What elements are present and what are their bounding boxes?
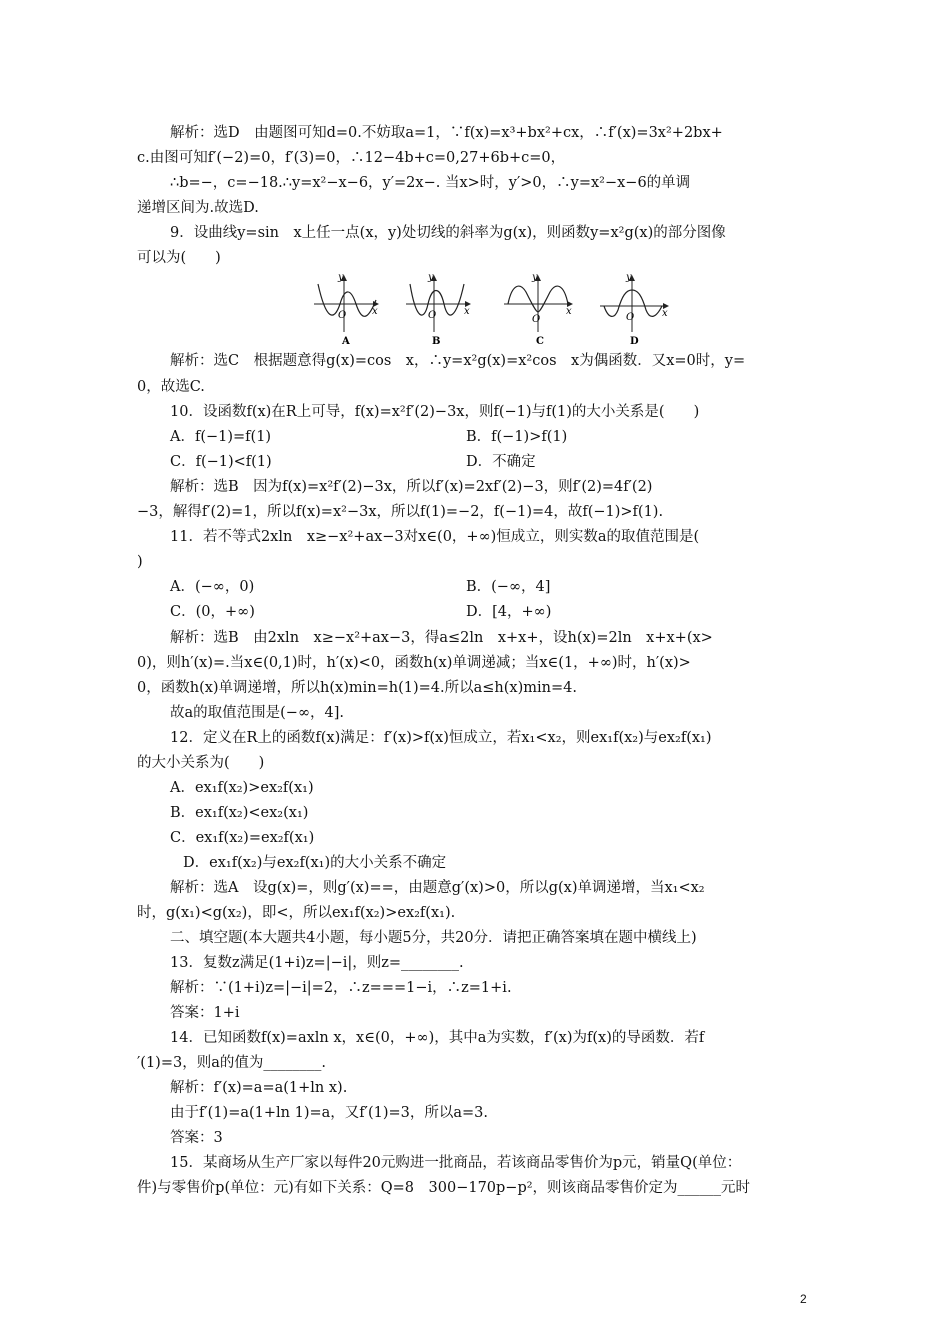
axis-x-label: x: [464, 306, 470, 317]
text-line: 解析：选B 由2xln x≥−x²+ax−3，得a≤2ln x+x+，设h(x)=2ln x+x+(x>: [170, 630, 713, 646]
answer-line: 答案：3: [170, 1130, 223, 1146]
text-line: 解析：选D 由题图可知d=0.不妨取a=1，∵f(x)=x³+bx²+cx，∴f′(x)=3x²+2bx+: [170, 125, 723, 141]
option-d: D．[4，+∞): [466, 604, 552, 620]
option-d: D．不确定: [466, 454, 536, 470]
option-c: C．(0，+∞): [170, 604, 255, 620]
answer-line: 答案：1+i: [170, 1005, 240, 1021]
text-line: 0，函数h(x)单调递增，所以h(x)min=h(1)=4.所以a≤h(x)min=4.: [137, 680, 577, 696]
axis-y-label: y: [626, 272, 632, 283]
axis-x-label: x: [566, 306, 572, 317]
graph-b: [406, 272, 470, 347]
graph-label: B: [432, 336, 441, 347]
axis-x-label: x: [372, 306, 378, 317]
text-line: 解析：选B 因为f(x)=x²f′(2)−3x，所以f′(x)=2xf′(2)−3，则f′(2)=4f′(2): [170, 479, 653, 495]
option-c: C．f(−1)<f(1): [170, 454, 272, 470]
page-number: 2: [800, 1292, 807, 1306]
graph-label: D: [630, 336, 639, 347]
question-9: 9．设曲线y=sin x上任一点(x，y)处切线的斜率为g(x)，则函数y=x²g(x)的部分图像: [170, 225, 726, 241]
option-a: A．(−∞，0): [170, 579, 255, 595]
option-b: B．f(−1)>f(1): [466, 429, 568, 445]
origin-label: O: [626, 312, 635, 323]
option-b: B．ex₁f(x₂)<ex₂(x₁): [170, 805, 309, 821]
text-line: 时，g(x₁)<g(x₂)，即<，所以ex₁f(x₂)>ex₂f(x₁).: [137, 905, 456, 921]
text-line: 件)与零售价p(单位：元)有如下关系：Q=8 300−170p−p²，则该商品零售价定为______元时: [137, 1180, 751, 1196]
text-line: 解析：∵(1+i)z=|−i|=2，∴z===1−i，∴z=1+i.: [170, 980, 512, 996]
text-line: ′(1)=3，则a的值为________.: [137, 1055, 326, 1071]
question-11: 11．若不等式2xln x≥−x²+ax−3对x∈(0，+∞)恒成立，则实数a的取值范围是(: [170, 529, 700, 545]
option-d: D．ex₁f(x₂)与ex₂f(x₁)的大小关系不确定: [183, 855, 447, 871]
graph-label: C: [536, 336, 544, 347]
graph-label: A: [342, 336, 350, 347]
text-line: 递增区间为.故选D.: [137, 200, 259, 216]
text-line: 可以为( ): [137, 250, 221, 266]
option-b: B．(−∞，4]: [466, 579, 551, 595]
text-line: c.由图可知f′(−2)=0，f′(3)=0，∴12−4b+c=0,27+6b+c=0，: [137, 150, 566, 166]
axis-y-label: y: [532, 272, 538, 283]
graph-c: [504, 272, 572, 347]
text-line: ∴b=−，c=−18.∴y=x²−x−6，y′=2x−. 当x>时，y′>0，∴y=x²−x−6的单调: [170, 175, 691, 191]
question-15: 15．某商场从生产厂家以每件20元购进一批商品，若该商品零售价为p元，销量Q(单位：: [170, 1155, 742, 1171]
question-10: 10．设函数f(x)在R上可导，f(x)=x²f′(2)−3x，则f(−1)与f(1)的大小关系是( ): [170, 404, 700, 420]
text-line: 解析：选A 设g(x)=，则g′(x)==，由题意g′(x)>0，所以g(x)单调递增，当x₁<x₂: [170, 880, 705, 896]
text-line: −3，解得f′(2)=1，所以f(x)=x²−3x，所以f(1)=−2，f(−1)=4，故f(−1)>f(1).: [137, 504, 664, 520]
graph-d: [600, 272, 668, 347]
option-c: C．ex₁f(x₂)=ex₂f(x₁): [170, 830, 315, 846]
section-heading: 二、填空题(本大题共4小题，每小题5分，共20分．请把正确答案填在题中横线上): [170, 930, 697, 946]
text-line: 故a的取值范围是(−∞，4].: [170, 705, 345, 721]
text-line: ): [137, 554, 143, 570]
q9-graph-figure: [310, 270, 680, 346]
origin-label: O: [338, 310, 347, 321]
text-line: 由于f′(1)=a(1+ln 1)=a，又f′(1)=3，所以a=3.: [170, 1105, 488, 1121]
text-line: 0，故选C.: [137, 379, 205, 395]
graph-a: [314, 272, 378, 347]
origin-label: O: [532, 314, 541, 325]
question-14: 14．已知函数f(x)=axln x，x∈(0，+∞)，其中a为实数，f′(x)为f(x)的导函数．若f: [170, 1030, 705, 1046]
text-line: 解析：f′(x)=a=a(1+ln x).: [170, 1080, 348, 1096]
axis-y-label: y: [428, 272, 434, 283]
axis-x-label: x: [662, 308, 668, 319]
text-line: 解析：选C 根据题意得g(x)=cos x，∴y=x²g(x)=x²cos x为偶函数．又x=0时，y=: [170, 353, 746, 369]
q9-graphs: [310, 270, 680, 346]
text-line: 的大小关系为( ): [137, 755, 265, 771]
origin-label: O: [428, 310, 437, 321]
option-a: A．f(−1)=f(1): [170, 429, 272, 445]
question-12: 12．定义在R上的函数f(x)满足：f′(x)>f(x)恒成立，若x₁<x₂，则ex₁f(x₂)与ex₂f(x₁): [170, 730, 712, 746]
axis-y-label: y: [338, 272, 344, 283]
option-a: A．ex₁f(x₂)>ex₂f(x₁): [170, 780, 314, 796]
text-line: 0)，则h′(x)=.当x∈(0,1)时，h′(x)<0，函数h(x)单调递减；当x∈(1，+∞)时，h′(x)>: [137, 655, 691, 671]
question-13: 13．复数z满足(1+i)z=|−i|，则z=________.: [170, 955, 464, 971]
